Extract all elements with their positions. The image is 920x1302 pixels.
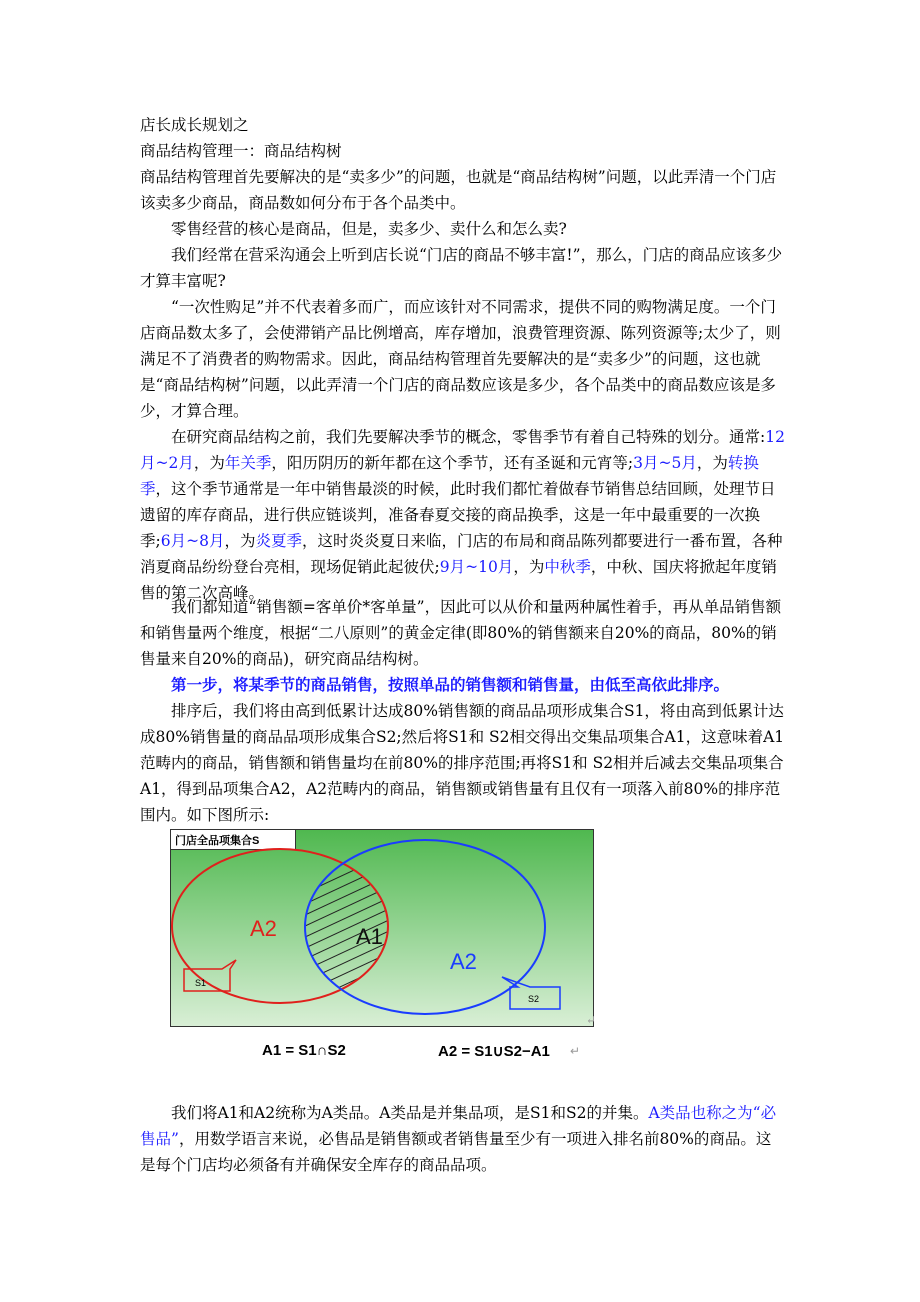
a1-label: A1 — [356, 924, 383, 949]
paragraph-1: 商品结构管理首先要解决的是“卖多少”的问题，也就是“商品结构树”问题，以此弄清一个门店该卖多少商品，商品数如何分布于各个品类中。 — [140, 168, 777, 212]
season-2-months: 3月~5月 — [633, 454, 697, 472]
paragraph-9 — [140, 1100, 785, 1178]
document-body — [140, 112, 785, 606]
a-class-intro: 我们将A1和A2统称为A类品。A类品是并集品项，是S1和S2的并集。 — [171, 1104, 649, 1122]
season-2-desc: ，这个季节通常是一年中销售最淡的时候，此时我们都忙着做春节销售总结回顾，处理节日遗留的库存商品，进行供应链谈判，准备春夏交接的商品换季，这是一年中最重要的一次换季; — [140, 480, 776, 550]
document-body-2 — [140, 594, 785, 828]
s1-callout-text: S1 — [195, 978, 207, 988]
formula-a2: A2 = S1∪S2−A1 — [438, 1043, 550, 1060]
season-1-months: 12月~2月 — [140, 428, 785, 472]
a-class-desc: ，用数学语言来说，必售品是销售额或者销售量至少有一项进入排名前80%的商品。这是每个门店均必须备有并确保安全库存的商品品项。 — [140, 1130, 772, 1174]
venn-diagram — [170, 829, 597, 1027]
paragraph-mark-2: ↵ — [570, 1044, 581, 1058]
a-class-alias: A类品也称之为“必售品” — [140, 1104, 777, 1148]
set-title-text: 门店全品项集合S — [175, 835, 260, 847]
season-3-name: 炎夏季 — [255, 532, 302, 550]
season-3-months: 6月~8月 — [160, 532, 225, 550]
formula-a1: A1 = S1∩S2 — [262, 1042, 346, 1059]
season-3-desc: ，这时炎炎夏日来临，门店的布局和商品陈列都要进行一番布置，各种消夏商品纷纷登台亮相，现场促销此起彼伏; — [140, 532, 783, 576]
paragraph-mark: ↵ — [586, 1013, 597, 1027]
seasons-intro: 在研究商品结构之前，我们先要解决季节的概念，零售季节有着自己特殊的划分。通常: — [171, 428, 766, 446]
a2-left-label: A2 — [250, 916, 277, 941]
doc-title: 店长成长规划之 — [140, 116, 249, 134]
season-3-for: ，为 — [224, 532, 256, 550]
doc-subtitle: 商品结构管理一：商品结构树 — [140, 142, 342, 160]
paragraph-4: “一次性购足”并不代表着多而广，而应该针对不同需求，提供不同的购物满足度。一个门店商品数太多了，会使滞销产品比例增高，库存增加，浪费管理资源、陈列资源等;太少了，则满足不了消费者的购物需求。因此，商品结构管理首先要解决的是“卖多少”的问题，这也就是“商品结构树”问题，以此弄清一个门店的商品数应该是多少，各个品类中的商品数应该是多少，才算合理。 — [140, 298, 781, 420]
s2-callout-text: S2 — [528, 994, 540, 1004]
season-2-name: 转换季 — [140, 454, 759, 498]
paragraph-8: 排序后，我们将由高到低累计达成80%销售额的商品品项形成集合S1，将由高到低累计达成80%销售量的商品品项形成集合S2;然后将S1和 S2相交得出交集品项集合A1，这意味着A1范畴内的商品，销售额和销售量均在前80%的排序范围;再将S1和 S2相并后减去交集品项集合A1，得到品项集合A2，A2范畴内的商品，销售额或销售量有且仅有一项落入前80%的排序范围内。如下图所示: — [140, 702, 785, 824]
season-4-for: ，为 — [513, 558, 545, 576]
season-1-name: 年关季 — [224, 454, 272, 472]
paragraph-3: 我们经常在营采沟通会上听到店长说“门店的商品不够丰富!”，那么，门店的商品应该多少才算丰富呢? — [140, 246, 783, 290]
season-4-desc: ，中秋、国庆将掀起年度销售的第二次高峰。 — [140, 558, 777, 602]
paragraph-2: 零售经营的核心是商品，但是，卖多少、卖什么和怎么卖? — [171, 220, 567, 238]
paragraph-seasons — [140, 424, 785, 606]
document-body-3 — [140, 1100, 785, 1178]
paragraph-6: 我们都知道“销售额=客单价*客单量”，因此可以从价和量两种属性着手，再从单品销售额和销售量两个维度，根据“二八原则”的黄金定律(即80%的销售额来自20%的商品，80%的销售量来自20%的商品)，研究商品结构树。 — [140, 598, 782, 668]
season-4-name: 中秋季 — [544, 558, 591, 576]
season-4-months: 9月~10月 — [439, 558, 514, 576]
step-one-heading: 第一步，将某季节的商品销售，按照单品的销售额和销售量，由低至高依此排序。 — [171, 675, 730, 694]
a2-right-label: A2 — [450, 949, 477, 974]
season-1-desc: ，阳历阴历的新年都在这个季节，还有圣诞和元宵等; — [271, 454, 634, 472]
season-1-for: ，为 — [193, 454, 225, 472]
season-2-for: ，为 — [696, 454, 728, 472]
